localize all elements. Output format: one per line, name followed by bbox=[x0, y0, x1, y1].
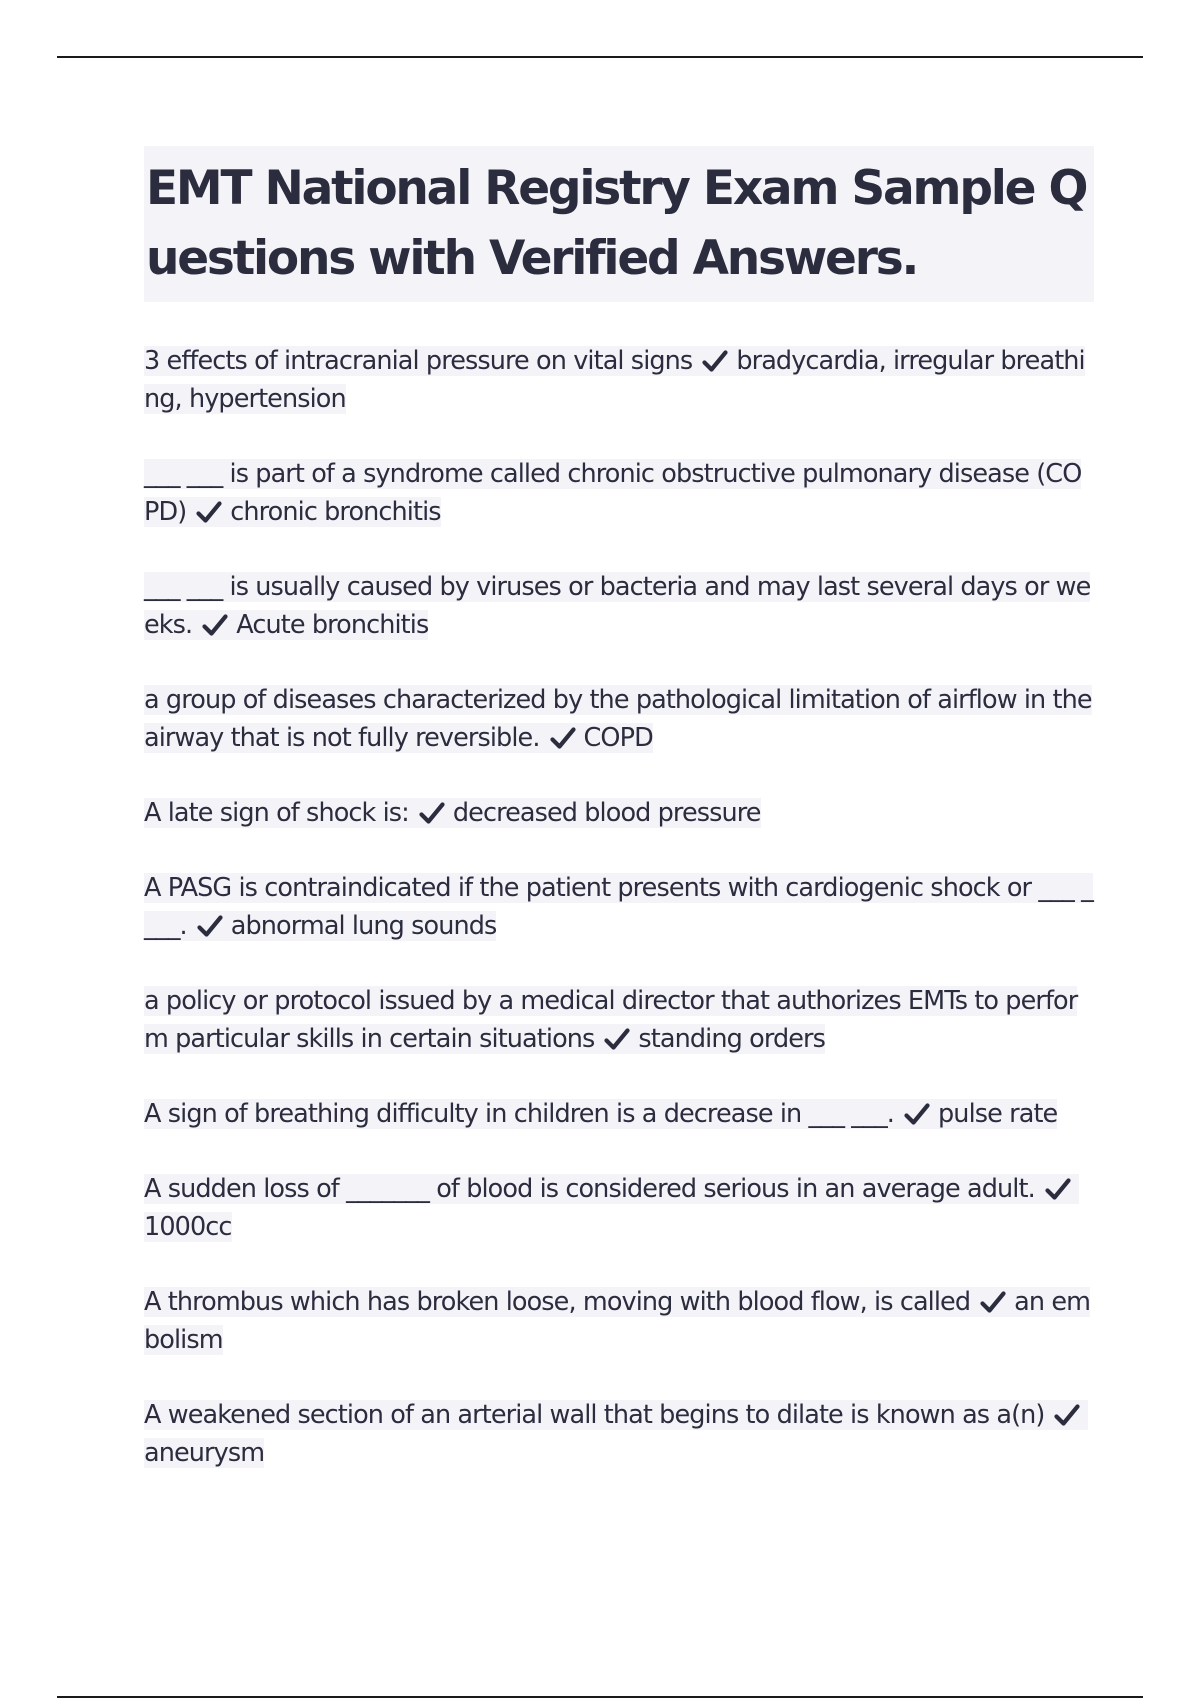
qa-highlight bbox=[144, 986, 1077, 1054]
answer-text: COPD bbox=[583, 723, 653, 753]
question-text: A sign of breathing difficulty in children is a decrease in ___ ___. bbox=[144, 1099, 895, 1129]
checkmark-icon bbox=[980, 1290, 1006, 1314]
checkmark-icon bbox=[196, 500, 222, 524]
qa-highlight bbox=[144, 572, 1090, 640]
checkmark-icon bbox=[702, 349, 728, 373]
question-text: A weakened section of an arterial wall that begins to dilate is known as a(n) bbox=[144, 1400, 1045, 1430]
qa-item bbox=[144, 455, 1094, 531]
qa-list bbox=[144, 342, 1094, 1509]
checkmark-icon bbox=[604, 1027, 630, 1051]
question-text: a policy or protocol issued by a medical director that authorizes EMTs to perform particular skills in certain situations bbox=[144, 986, 1078, 1054]
qa-item bbox=[144, 869, 1094, 945]
qa-highlight bbox=[144, 1400, 1088, 1468]
question-text: ___ ___ is part of a syndrome called chronic obstructive pulmonary disease (COPD) bbox=[144, 459, 1082, 527]
qa-highlight bbox=[144, 1287, 1090, 1355]
answer-text: abnormal lung sounds bbox=[230, 911, 497, 941]
qa-item bbox=[144, 982, 1094, 1058]
answer-text: 1000cc bbox=[144, 1212, 232, 1242]
qa-item bbox=[144, 568, 1094, 644]
qa-item bbox=[144, 1396, 1094, 1472]
qa-highlight bbox=[144, 1099, 1057, 1129]
question-text: 3 effects of intracranial pressure on vital signs bbox=[144, 346, 693, 376]
question-text: A sudden loss of _______ of blood is considered serious in an average adult. bbox=[144, 1174, 1035, 1204]
checkmark-icon bbox=[1045, 1177, 1071, 1201]
checkmark-icon bbox=[550, 726, 576, 750]
qa-item bbox=[144, 1283, 1094, 1359]
document-body bbox=[144, 146, 1094, 1509]
qa-highlight bbox=[144, 798, 761, 828]
question-text: a group of diseases characterized by the pathological limitation of airflow in the airway that is not fully reversible. bbox=[144, 685, 1092, 753]
qa-highlight bbox=[144, 685, 1092, 753]
document-title: EMT National Registry Exam Sample Questions with Verified Answers. bbox=[144, 146, 1094, 302]
answer-text: standing orders bbox=[638, 1024, 825, 1054]
qa-item bbox=[144, 1095, 1094, 1133]
answer-text: Acute bronchitis bbox=[236, 610, 429, 640]
qa-highlight bbox=[144, 459, 1081, 527]
question-text: ___ ___ is usually caused by viruses or bacteria and may last several days or weeks. bbox=[144, 572, 1091, 640]
qa-highlight bbox=[144, 346, 1085, 414]
qa-highlight bbox=[144, 1174, 1079, 1242]
checkmark-icon bbox=[1054, 1403, 1080, 1427]
question-text: A late sign of shock is: bbox=[144, 798, 409, 828]
answer-text: bradycardia, irregular breathing, hypertension bbox=[144, 346, 1085, 414]
checkmark-icon bbox=[197, 914, 223, 938]
checkmark-icon bbox=[202, 613, 228, 637]
answer-text: an embolism bbox=[144, 1287, 1091, 1355]
answer-text: chronic bronchitis bbox=[230, 497, 441, 527]
qa-highlight bbox=[144, 873, 1093, 941]
qa-item bbox=[144, 681, 1094, 757]
bottom-rule bbox=[57, 1696, 1143, 1698]
checkmark-icon bbox=[419, 801, 445, 825]
checkmark-icon bbox=[904, 1102, 930, 1126]
qa-item bbox=[144, 1170, 1094, 1246]
answer-text: pulse rate bbox=[938, 1099, 1058, 1129]
qa-item bbox=[144, 342, 1094, 418]
question-text: A PASG is contraindicated if the patient presents with cardiogenic shock or ___ ____. bbox=[144, 873, 1093, 941]
question-text: A thrombus which has broken loose, moving with blood flow, is called bbox=[144, 1287, 971, 1317]
top-rule bbox=[57, 56, 1143, 58]
qa-item bbox=[144, 794, 1094, 832]
answer-text: decreased blood pressure bbox=[452, 798, 761, 828]
answer-text: aneurysm bbox=[144, 1438, 265, 1468]
